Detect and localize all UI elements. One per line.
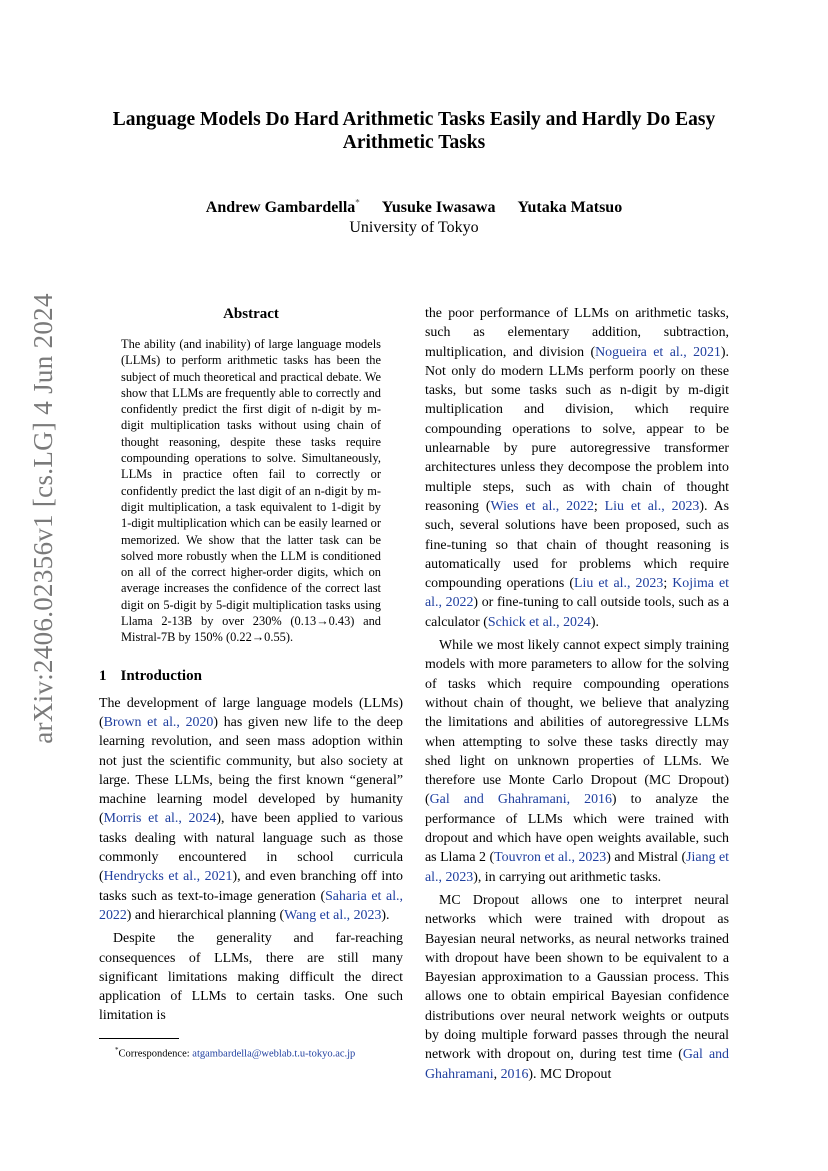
intro-paragraph-1: The development of large language models (LLMs) (Brown et al., 2020) has given new life to the deep learning revolution, and seen mass adoption within not just the scientific community, but also society at large. These LLMs, being the first known “general” machine learning model developed by humanity (Morris et al., 2024), have been applied to various tasks dealing with natural language such as those commonly encountered in school curricula (Hendrycks et al., 2021), and even branching off into tasks such as text-to-image generation (Saharia et al., 2022) and hierarchical planning (Wang et al., 2023).	[99, 695, 403, 923]
citation-link[interactable]: Brown et al., 2020	[103, 714, 214, 730]
citation-link[interactable]: Schick et al., 2024	[487, 614, 591, 630]
author-name: Yusuke Iwasawa	[381, 199, 496, 217]
citation-link[interactable]: Hendrycks et al., 2021	[103, 869, 233, 885]
abstract-text: The ability (and inability) of large language models (LLMs) to perform arithmetic tasks has been the subject of much theoretical and practical debate. We show that LLMs are frequently able to correctly and confidently predict the first digit of n-digit by m-digit multiplication tasks without using chain of thought reasoning, despite these tasks require compounding operations to solve. Simultaneously, LLMs in practice often fail to correctly or confidently predict the last digit of an n-digit by m-digit multiplication, a task equivalent to 1-digit by 1-digit multiplication which can be easily learned or memorized. We show that the latter task can be solved more robustly when the LLM is conditioned on all of the correct higher-order digits, which on average increases the confidence of the correct last digit on 5-digit by 5-digit multiplication tasks using Llama 2-13B by over 230% (0.13→0.43) and Mistral-7B by 150% (0.22→0.55).	[121, 337, 381, 645]
left-column	[99, 304, 403, 1061]
citation-link[interactable]: Wies et al., 2022	[490, 498, 594, 514]
affiliation: University of Tokyo	[349, 219, 479, 237]
citation-link[interactable]: Jiang et al., 2023	[425, 850, 729, 885]
intro-paragraph-3: While we most likely cannot expect simply training models with more parameters to allow for the solving of tasks which require compounding operations without chain of thought, we believe that analyzing the limitations and abilities of autoregressive LLMs when attempting to solve these tasks directly may shed light on unknown properties of LLMs. We therefore use Monte Carlo Dropout (MC Dropout) (Gal and Ghahramani, 2016) to analyze the performance of LLMs which were trained with dropout and which have open weights available, such as Llama 2 (Touvron et al., 2023) and Mistral (Jiang et al., 2023), in carrying out arithmetic tasks.	[425, 638, 729, 885]
arxiv-sidebar-stamp	[18, 292, 68, 744]
citation-link[interactable]: Liu et al., 2023	[574, 576, 664, 592]
abstract-heading: Abstract	[223, 306, 279, 322]
citation-link[interactable]: Gal and Ghahramani	[425, 1047, 729, 1082]
author-names	[100, 193, 728, 218]
section-number: 1	[99, 667, 107, 684]
section-title: Introduction	[120, 667, 202, 684]
intro-paragraph-4: MC Dropout allows one to interpret neural networks which were trained with dropout as Bayesian neural networks, as neural networks trained with dropout have been shown to be equivalent to a Bayesian approximation to a Gaussian process. This allows one to obtain empirical Bayesian confidence distributions over neural network weights or outputs by doing multiple forward passes through the neural network with dropout on, during test time (Gal and Ghahramani, 2016). MC Dropout	[425, 892, 729, 1082]
citation-link[interactable]: Nogueira et al., 2021	[595, 344, 721, 360]
citation-link[interactable]: 2016	[500, 1066, 529, 1082]
citation-link[interactable]: Kojima et al., 2022	[425, 576, 730, 611]
author-name: Andrew Gambardella*	[205, 198, 360, 217]
citation-link[interactable]: Morris et al., 2024	[103, 811, 217, 827]
section-heading-introduction	[99, 666, 403, 686]
citation-link[interactable]: Liu et al., 2023	[604, 498, 700, 514]
intro-paragraph-2-cont: the poor performance of LLMs on arithmetic tasks, such as elementary addition, subtraction, multiplication, and division (Nogueira et al., 2021). Not only do modern LLMs perform poorly on these tasks, but some tasks such as n-digit by m-digit multiplication and division, which require compounding operations to solve, appear to be unlearnable by pure autoregressive transformer architectures unless they decompose the problem into multiple steps, such as with chain of thought reasoning (Wies et al., 2022; Liu et al., 2023). As such, several solutions have been proposed, such as fine-tuning so that chain of thought reasoning is automatically used for problems which require compounding operations (Liu et al., 2023; Kojima et al., 2022) or fine-tuning to call outside tools, such as a calculator (Schick et al., 2024).	[425, 306, 730, 630]
citation-link[interactable]: Wang et al., 2023	[284, 907, 382, 923]
citation-link[interactable]: Gal and Ghahramani, 2016	[429, 792, 612, 808]
paper-title: Language Models Do Hard Arithmetic Tasks Easily and Hardly Do Easy Arithmetic Tasks	[112, 109, 716, 153]
arxiv-id: arXiv:2406.02356v1 [cs.LG] 4 Jun 2024	[27, 292, 58, 744]
footnote: *Correspondence: atgambardella@weblab.t.u-tokyo.ac.jp	[115, 1045, 356, 1060]
intro-paragraph-2-start: Despite the generality and far-reaching consequences of LLMs, there are still many significant limitations making difficult the direct application of LLMs to certain tasks. One such limitation is	[99, 931, 403, 1024]
author-name: Yutaka Matsuo	[517, 199, 623, 217]
right-column	[425, 304, 729, 1084]
citation-link[interactable]: Saharia et al., 2022	[99, 888, 403, 923]
email-link[interactable]: atgambardella@weblab.t.u-tokyo.ac.jp	[192, 1048, 356, 1060]
footnote-divider	[99, 1038, 179, 1039]
author-block	[100, 193, 728, 238]
citation-link[interactable]: Touvron et al., 2023	[494, 850, 607, 866]
